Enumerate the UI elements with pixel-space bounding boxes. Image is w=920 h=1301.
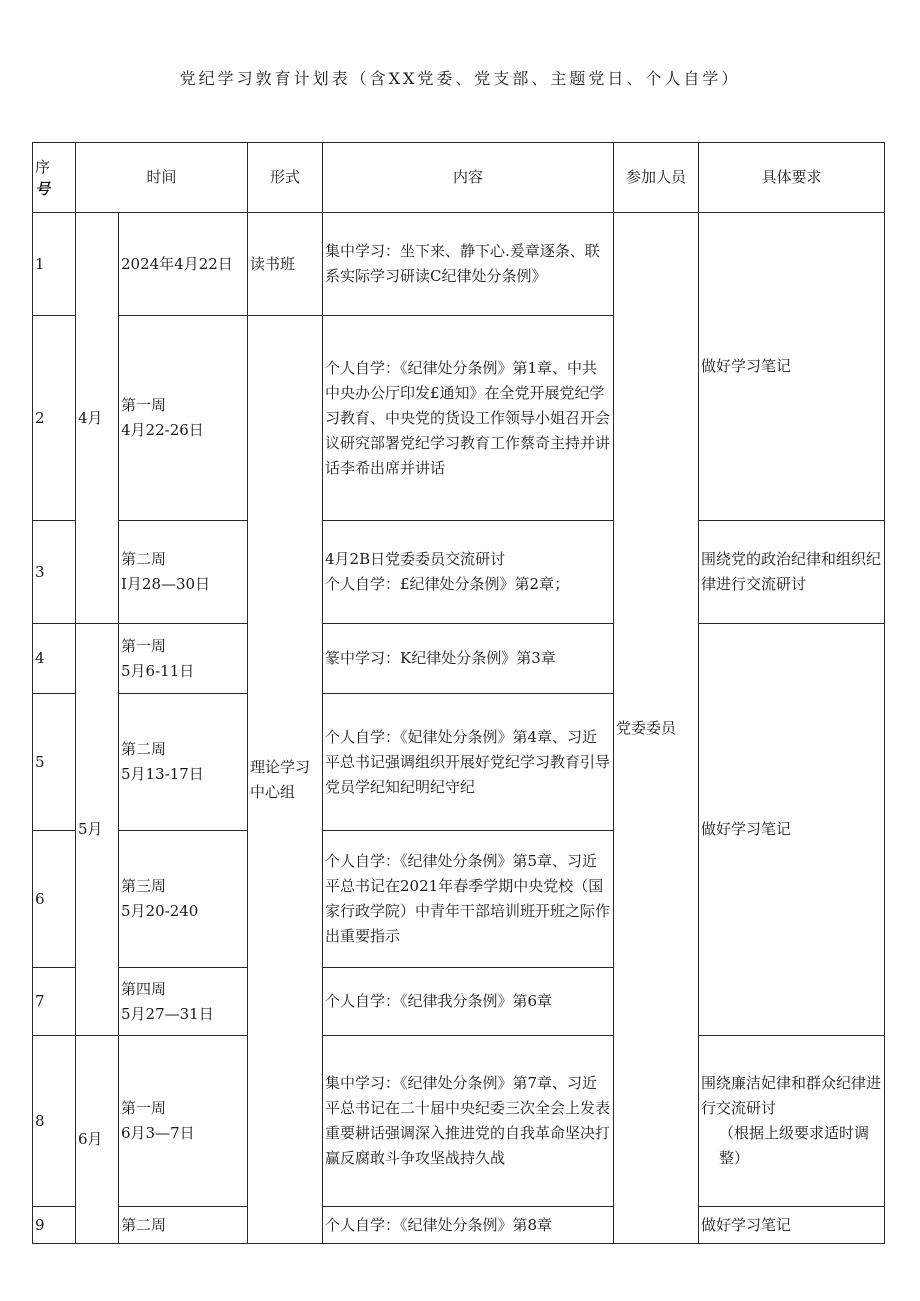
- row-content: 个人自学：《妃律处分条例》第4章、习近平总书记强调组织开展好党纪学习教育引导党员学纪知纪明纪守纪: [323, 694, 614, 831]
- table-row: [33, 1036, 885, 1207]
- row-time: 第二周 5月13-17日: [119, 694, 248, 831]
- study-plan-table: [32, 142, 885, 1244]
- requirement-notes-1: 做好学习笔记: [699, 213, 885, 521]
- table-header-row: [33, 143, 885, 213]
- requirement-notes-2: 做好学习笔记: [699, 624, 885, 1036]
- row-seq: 6: [33, 831, 76, 968]
- row-content: 集中学习：坐下来、静下心.爰章逐条、联系实际学习研读C纪律处分条例》: [323, 213, 614, 316]
- row-content: 个人自学：《纪律处分条例》第1章、中共中央办公厅印发£通知》在全党开展党纪学习教育、中央党的货设工作领导小姐召开会议研究部署党纪学习教育工作蔡奇主持并讲话李希出席并讲话: [323, 316, 614, 521]
- participants-cell: 党委委员: [614, 213, 699, 1244]
- row-content: 集中学习：《纪律处分条例》第7章、习近平总书记在二十届中央纪委三次全会上发表重要耕话强调深入推进党的自我革命坚决打赢反腐敢斗争攻坚战持久战: [323, 1036, 614, 1207]
- row-content: 4月2B日党委委员交流研讨 个人自学：£纪律处分条例》第2章；: [323, 521, 614, 624]
- row-time: 2024年4月22日: [119, 213, 248, 316]
- row-content: 篆中学习：K纪律处分条例》第3章: [323, 624, 614, 694]
- row-seq: 2: [33, 316, 76, 521]
- header-time: 时间: [76, 143, 248, 213]
- row-content: 个人自学：《纪律处分条例》第5章、习近平总书记在2021年春季学期中央党校（国家行政学院）中青年干部培训班开班之际作出重要指示: [323, 831, 614, 968]
- table-row: [33, 521, 885, 624]
- row-seq: 3: [33, 521, 76, 624]
- row-time: 第一周 6月3—7日: [119, 1036, 248, 1207]
- row-seq: 8: [33, 1036, 76, 1207]
- header-form: 形式: [248, 143, 323, 213]
- header-content: 内容: [323, 143, 614, 213]
- header-participants: 参加人员: [614, 143, 699, 213]
- form-reading-class: 读书班: [248, 213, 323, 316]
- requirement-discuss-political: 围绕党的政治纪律和组织纪律进行交流研讨: [699, 521, 885, 624]
- row-time: 第一周 5月6-11日: [119, 624, 248, 694]
- header-seq: 序 号: [33, 143, 76, 213]
- table-row: [33, 624, 885, 694]
- form-theory-group: 理论学习中心组: [248, 316, 323, 1244]
- row-seq: 4: [33, 624, 76, 694]
- row-seq: 9: [33, 1207, 76, 1244]
- requirement-notes-3: 做好学习笔记: [699, 1207, 885, 1244]
- table-row: [33, 1207, 885, 1244]
- requirement-discuss-integrity: 围绕廉洁妃律和群众纪律进行交流研讨 （根据上级要求适时调整）: [699, 1036, 885, 1207]
- row-seq: 1: [33, 213, 76, 316]
- row-seq: 5: [33, 694, 76, 831]
- row-time: 第二周: [119, 1207, 248, 1244]
- row-content: 个人自学：《纪律我分条例》第6章: [323, 968, 614, 1036]
- page-title: 党纪学习敦育计划表（含XX党委、党支部、主题党日、个人自学）: [179, 69, 741, 88]
- row-time: 第三周 5月20-240: [119, 831, 248, 968]
- month-may: 5月: [76, 624, 119, 1036]
- header-requirements: 具体要求: [699, 143, 885, 213]
- month-april: 4月: [76, 213, 119, 624]
- table-row: [33, 213, 885, 316]
- row-time: 第一周 4月22-26日: [119, 316, 248, 521]
- row-time: 第四周 5月27—31日: [119, 968, 248, 1036]
- month-june: 6月: [76, 1036, 119, 1244]
- row-time: 第二周 I月28—30日: [119, 521, 248, 624]
- row-content: 个人自学：《纪律处分条例》第8章: [323, 1207, 614, 1244]
- row-seq: 7: [33, 968, 76, 1036]
